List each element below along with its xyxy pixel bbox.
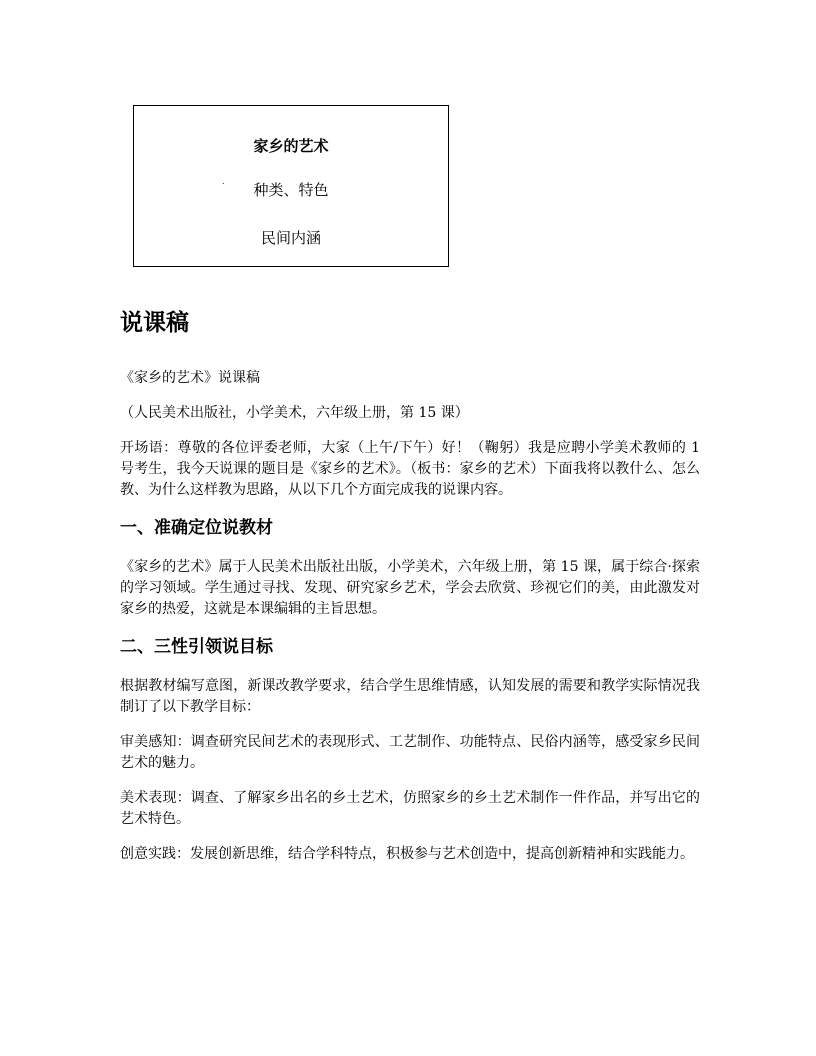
textbook-paragraph: 《家乡的艺术》属于人民美术出版社出版，小学美术，六年级上册，第 15 课，属于综合·探索的学习领域。学生通过寻找、发现、研究家乡艺术，学会去欣赏、珍视它们的美，由此激发对家乡的热爱，这就是本课编辑的主旨思想。 xyxy=(120,559,700,617)
section-heading-goals: 二、三性引领说目标 xyxy=(120,637,273,657)
goal-creative-paragraph: 创意实践：发展创新思维，结合学科特点，积极参与艺术创造中，提高创新精神和实践能力。 xyxy=(120,846,694,862)
goal-expression-paragraph: 美术表现：调查、了解家乡出名的乡土艺术，仿照家乡的乡土艺术制作一件作品，并写出它的艺术特色。 xyxy=(120,790,700,827)
source-paragraph: （人民美术出版社，小学美术，六年级上册，第 15 课） xyxy=(120,405,469,421)
section-heading-textbook: 一、准确定位说教材 xyxy=(120,518,273,538)
board-title: 家乡的艺术 xyxy=(253,137,329,155)
board-stray-dot: . xyxy=(222,177,225,186)
goals-intro-paragraph: 根据教材编写意图，新课改教学要求，结合学生思维情感，认知发展的需要和教学实际情况我制订了以下教学目标： xyxy=(120,678,700,715)
board-line-types: 种类、特色 xyxy=(253,181,329,199)
opening-paragraph: 开场语：尊敬的各位评委老师，大家（上午/下午）好！（鞠躬）我是应聘小学美术教师的 1 号考生，我今天说课的题目是《家乡的艺术》。（板书：家乡的艺术）下面我将以教什么、怎么教、为什么这样教为思路，从以下几个方面完成我的说课内容。 xyxy=(120,440,700,498)
goal-aesthetic-paragraph: 审美感知：调查研究民间艺术的表现形式、工艺制作、功能特点、民俗内涵等，感受家乡民间艺术的魅力。 xyxy=(120,734,700,771)
blackboard-design-box xyxy=(133,105,449,267)
board-line-connotation: 民间内涵 xyxy=(260,229,321,247)
document-body xyxy=(120,305,700,879)
lesson-title-paragraph: 《家乡的艺术》说课稿 xyxy=(120,370,260,386)
page-title: 说课稿 xyxy=(120,310,189,336)
